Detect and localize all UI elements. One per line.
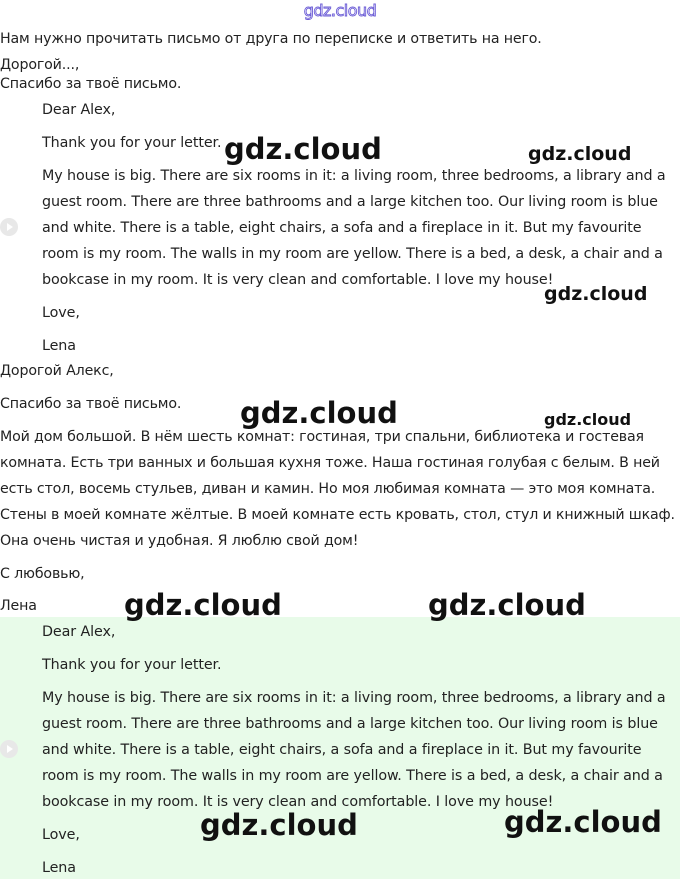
task-instruction: Нам нужно прочитать письмо от друга по переписке и ответить на него. — [0, 31, 542, 47]
letter-body-line: and white. There is a table, eight chairs, a sofa and a fireplace in it. But my favourite — [42, 220, 642, 236]
letter-greeting: Dear Alex, — [42, 102, 116, 118]
watermark: gdz.cloud — [504, 805, 662, 839]
watermark: gdz.cloud — [240, 396, 398, 430]
letter-thanks: Thank you for your letter. — [42, 657, 222, 673]
watermark: gdz.cloud — [428, 588, 586, 622]
letter-thanks: Thank you for your letter. — [42, 135, 222, 151]
site-logo[interactable]: gdz.cloud — [303, 1, 377, 20]
letter-body-line: My house is big. There are six rooms in it: a living room, three bedrooms, a library and a — [42, 168, 666, 184]
watermark: gdz.cloud — [224, 132, 382, 166]
letter-closing: Love, — [42, 827, 80, 843]
letter-body-line: and white. There is a table, eight chairs, a sofa and a fireplace in it. But my favourite — [42, 742, 642, 758]
letter-thanks: Спасибо за твоё письмо. — [0, 396, 182, 412]
letter-body-line: bookcase in my room. It is very clean and comfortable. I love my house! — [42, 794, 554, 810]
letter-body-line: guest room. There are three bathrooms and a large kitchen too. Our living room is blue — [42, 194, 658, 210]
letter-body-line: room is my room. The walls in my room are yellow. There is a bed, a desk, a chair and a — [42, 768, 663, 784]
letter-body-line: Стены в моей комнате жёлтые. В моей комнате есть кровать, стол, стул и книжный шкаф. — [0, 507, 675, 523]
play-icon[interactable] — [0, 218, 18, 236]
play-icon[interactable] — [0, 740, 18, 758]
watermark: gdz.cloud — [528, 143, 632, 165]
letter-closing: С любовью, — [0, 566, 85, 582]
task-hint: Дорогой..., — [0, 57, 80, 73]
letter-greeting: Дорогой Алекс, — [0, 363, 114, 379]
watermark: gdz.cloud — [544, 410, 632, 429]
letter-body-line: есть стол, восемь стульев, диван и камин. Но моя любимая комната — это моя комната. — [0, 481, 656, 497]
letter-signature: Lena — [42, 338, 76, 354]
letter-body-line: bookcase in my room. It is very clean and comfortable. I love my house! — [42, 272, 554, 288]
letter-body-line: guest room. There are three bathrooms and a large kitchen too. Our living room is blue — [42, 716, 658, 732]
letter-body-line: Мой дом большой. В нём шесть комнат: гостиная, три спальни, библиотека и гостевая — [0, 429, 644, 445]
watermark: gdz.cloud — [124, 588, 282, 622]
letter-body-line: room is my room. The walls in my room are yellow. There is a bed, a desk, a chair and a — [42, 246, 663, 262]
letter-signature: Лена — [0, 598, 37, 614]
letter-body-line: комната. Есть три ванных и большая кухня тоже. Наша гостиная голубая с белым. В ней — [0, 455, 660, 471]
letter-body-line: Она очень чистая и удобная. Я люблю свой дом! — [0, 533, 359, 549]
letter-signature: Lena — [42, 860, 76, 876]
watermark: gdz.cloud — [544, 283, 648, 305]
watermark: gdz.cloud — [200, 808, 358, 842]
letter-closing: Love, — [42, 305, 80, 321]
letter-body-line: My house is big. There are six rooms in it: a living room, three bedrooms, a library and a — [42, 690, 666, 706]
letter-greeting: Dear Alex, — [42, 624, 116, 640]
cut-off-text: Спасибо за твоё письмо. — [0, 76, 182, 92]
